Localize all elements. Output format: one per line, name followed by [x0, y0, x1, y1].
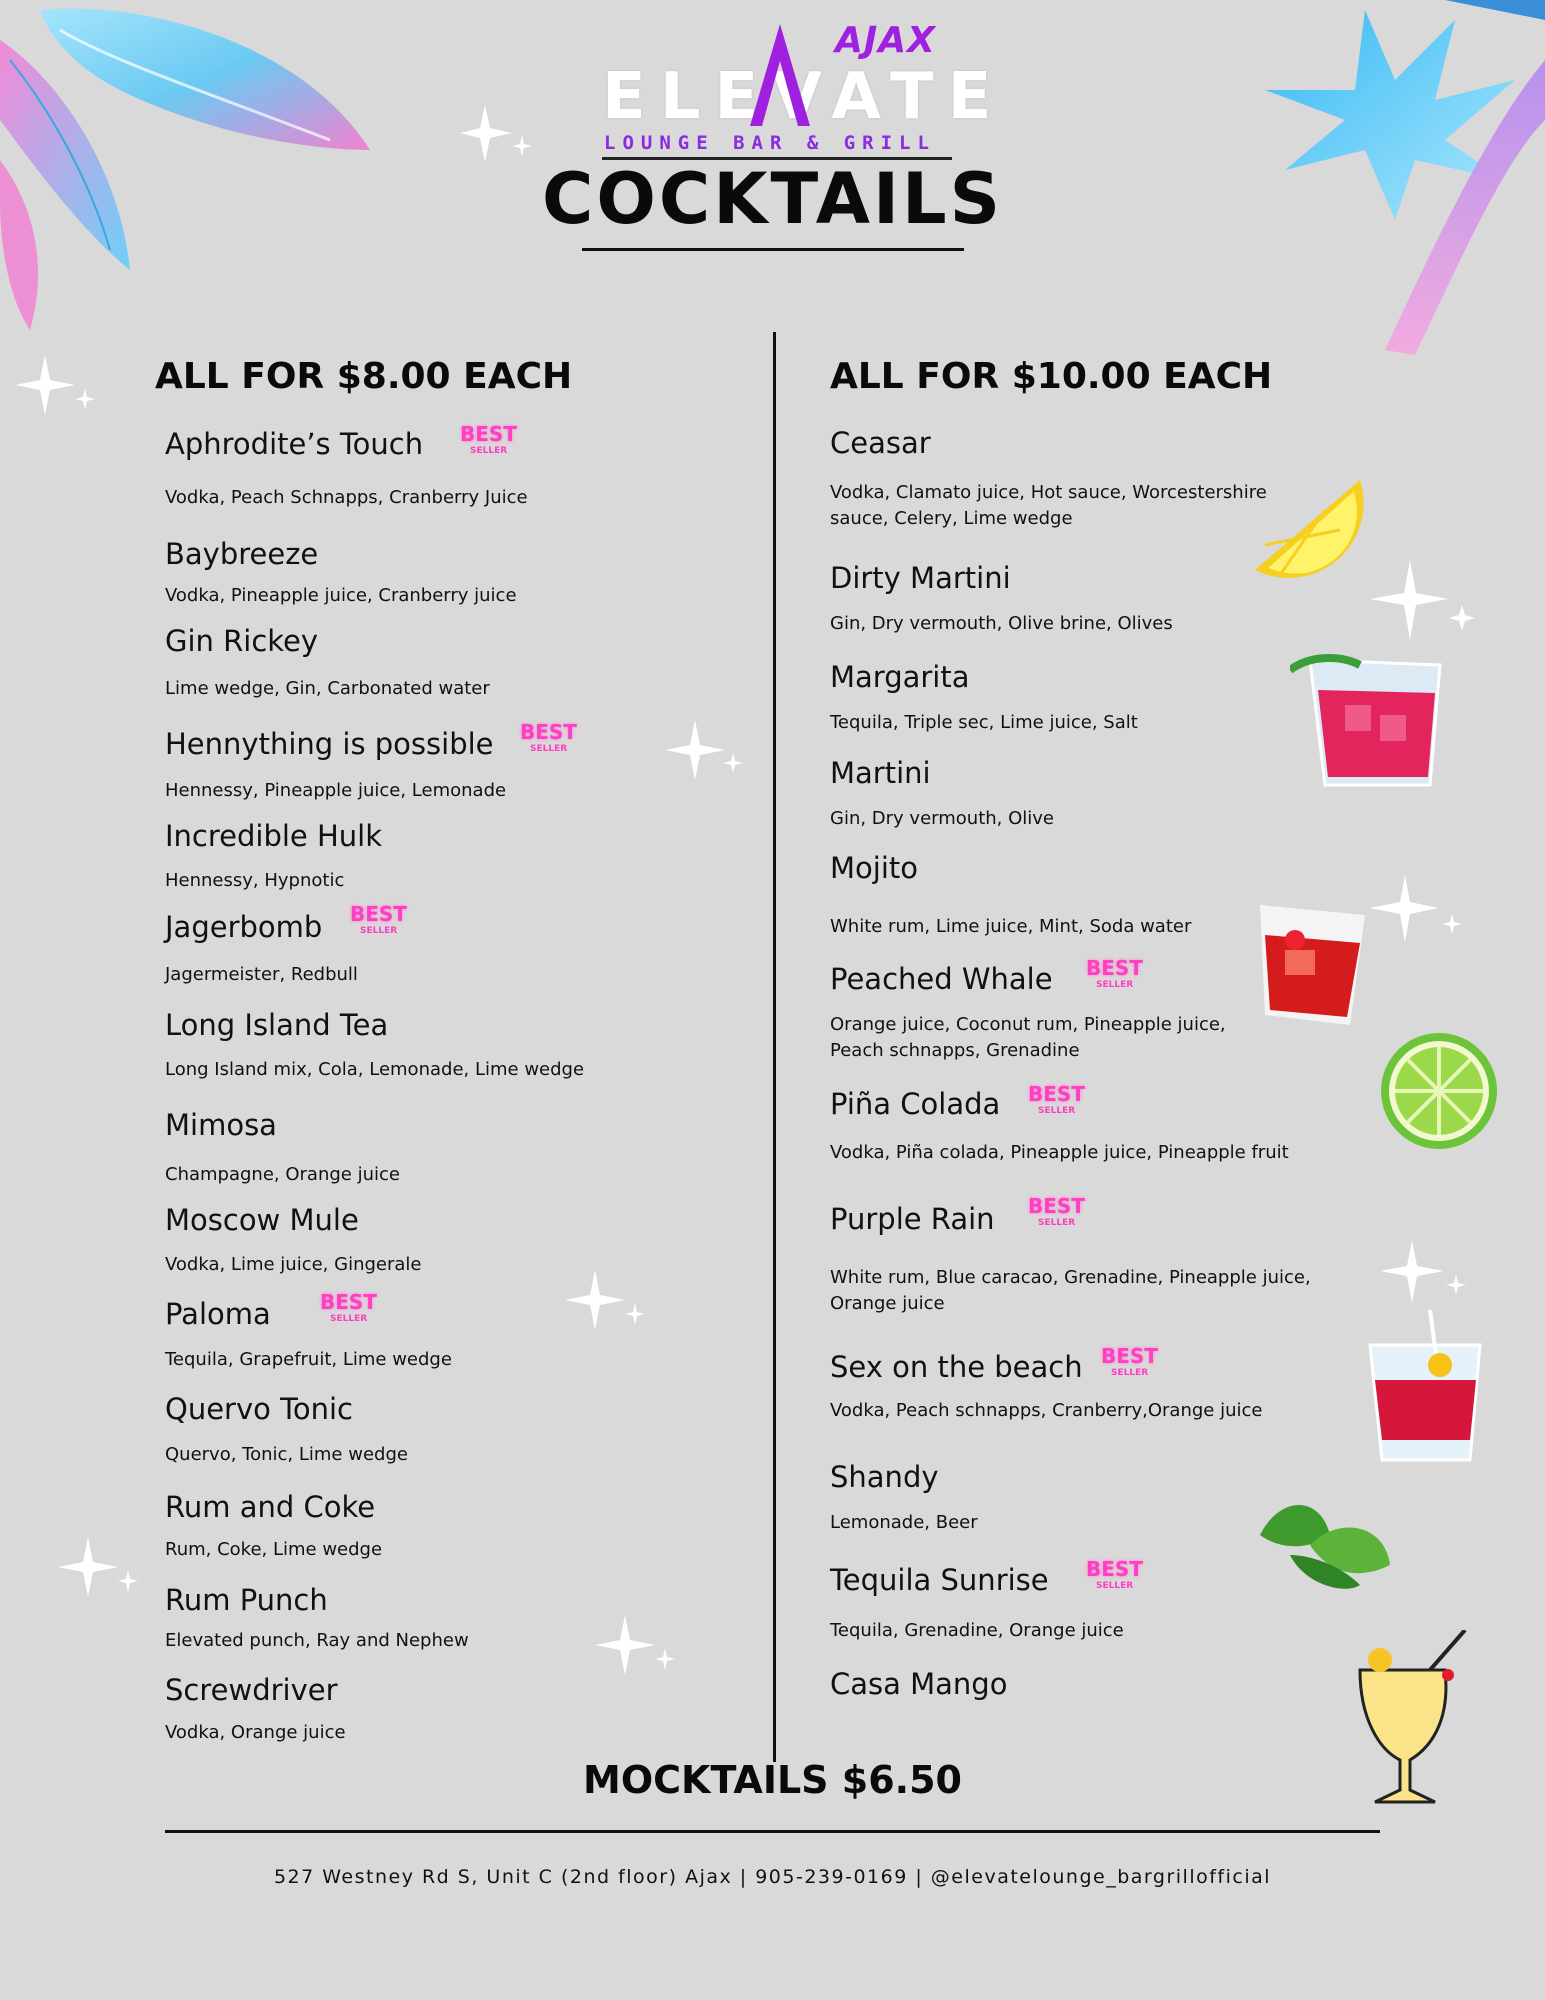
- menu-item-name: Rum Punch: [165, 1583, 328, 1617]
- menu-item-name: Incredible Hulk: [165, 819, 383, 853]
- menu-item-name: Margarita: [830, 660, 970, 694]
- brand-logo: [560, 10, 1006, 154]
- best-seller-badge: BEST SELLER: [350, 902, 407, 936]
- highball-glass-icon: [1360, 1310, 1490, 1470]
- sparkle-icon: [565, 1265, 655, 1335]
- menu-item-desc: Vodka, Pineapple juice, Cranberry juice: [165, 585, 517, 606]
- menu-item-name: Screwdriver: [165, 1673, 338, 1707]
- menu-item-name: Paloma: [165, 1297, 271, 1331]
- menu-item-name: Casa Mango: [830, 1667, 1008, 1701]
- best-seller-badge: BEST SELLER: [1086, 956, 1143, 990]
- best-seller-badge: BEST SELLER: [320, 1290, 377, 1324]
- menu-item-name: Quervo Tonic: [165, 1392, 354, 1426]
- menu-item-name: Moscow Mule: [165, 1203, 359, 1237]
- right-column-heading: ALL FOR $10.00 EACH: [830, 356, 1273, 397]
- menu-item-desc: Hennessy, Hypnotic: [165, 870, 345, 891]
- menu-item-desc: White rum, Lime juice, Mint, Soda water: [830, 916, 1192, 937]
- menu-item-desc: Tequila, Grapefruit, Lime wedge: [165, 1349, 452, 1370]
- mocktails-price: MOCKTAILS $6.50: [583, 1758, 962, 1802]
- menu-item-name: Gin Rickey: [165, 624, 319, 658]
- menu-item-name: Mojito: [830, 851, 918, 885]
- best-seller-badge: BEST SELLER: [1028, 1194, 1085, 1228]
- sparkle-icon: [1370, 555, 1480, 645]
- menu-item-name: Rum and Coke: [165, 1490, 376, 1524]
- brand-ajax: AJAX: [835, 20, 936, 61]
- red-glass-fruit-icon: [1245, 895, 1370, 1035]
- menu-item-name: Purple Rain: [830, 1202, 995, 1236]
- menu-item-desc: Elevated punch, Ray and Nephew: [165, 1630, 469, 1651]
- menu-item-desc: Vodka, Clamato juice, Hot sauce, Worcestershire sauce, Celery, Lime wedge: [830, 482, 1267, 529]
- footer-contact: 527 Westney Rd S, Unit C (2nd floor) Ajax | 905-239-0169 | @elevatelounge_bargrillofficial: [273, 1866, 1272, 1888]
- page-title: COCKTAILS: [541, 158, 1004, 240]
- menu-item-name: Piña Colada: [830, 1087, 1001, 1121]
- sparkle-icon: [595, 1610, 685, 1680]
- sparkle-icon: [15, 350, 105, 420]
- menu-item-desc: Vodka, Orange juice: [165, 1722, 346, 1743]
- sparkle-icon: [1380, 1235, 1475, 1310]
- menu-item-desc: Vodka, Lime juice, Gingerale: [165, 1254, 422, 1275]
- menu-item-desc: Tequila, Triple sec, Lime juice, Salt: [830, 712, 1138, 733]
- menu-item-name: Tequila Sunrise: [830, 1563, 1049, 1597]
- best-seller-badge: BEST SELLER: [1028, 1082, 1085, 1116]
- red-cocktail-glass-icon: [1290, 645, 1455, 795]
- menu-item-desc: Hennessy, Pineapple juice, Lemonade: [165, 780, 507, 801]
- menu-item-name: Dirty Martini: [830, 561, 1011, 595]
- menu-item-desc: Gin, Dry vermouth, Olive: [830, 808, 1055, 829]
- menu-item-name: Ceasar: [830, 426, 931, 460]
- lime-slice-icon: [1378, 1030, 1500, 1152]
- menu-item-desc: Vodka, Peach schnapps, Cranberry,Orange juice: [830, 1400, 1263, 1421]
- menu-item-desc: Quervo, Tonic, Lime wedge: [165, 1444, 408, 1465]
- menu-item-desc: Champagne, Orange juice: [165, 1164, 400, 1185]
- menu-item-desc: Vodka, Piña colada, Pineapple juice, Pineapple fruit: [830, 1142, 1289, 1163]
- sparkle-icon: [1370, 870, 1470, 950]
- menu-item-name: Sex on the beach: [830, 1350, 1083, 1384]
- menu-item-name: Mimosa: [165, 1108, 277, 1142]
- menu-item-name: Hennything is possible: [165, 727, 494, 761]
- footer-divider: [165, 1830, 1380, 1833]
- best-seller-badge: BEST SELLER: [460, 422, 517, 456]
- menu-item-name: Long Island Tea: [165, 1008, 389, 1042]
- best-seller-badge: BEST SELLER: [520, 720, 577, 754]
- logo-v-accent-icon: [748, 16, 818, 136]
- best-seller-badge: BEST SELLER: [1086, 1557, 1143, 1591]
- menu-item-desc: Lemonade, Beer: [830, 1512, 978, 1533]
- column-divider: [773, 332, 776, 1762]
- menu-item-desc: White rum, Blue caracao, Grenadine, Pineapple juice, Orange juice: [830, 1267, 1311, 1314]
- sparkle-icon: [665, 715, 745, 785]
- menu-item-desc: Vodka, Peach Schnapps, Cranberry Juice: [165, 487, 528, 508]
- brand-name: ELEVATE: [602, 60, 1006, 134]
- best-seller-badge: BEST SELLER: [1101, 1344, 1158, 1378]
- menu-item-desc: Jagermeister, Redbull: [165, 964, 358, 985]
- menu-item-name: Peached Whale: [830, 962, 1053, 996]
- menu-item-name: Martini: [830, 756, 931, 790]
- menu-item-name: Shandy: [830, 1460, 939, 1494]
- sparkle-icon: [58, 1532, 148, 1602]
- menu-item-name: Aphrodite’s Touch: [165, 427, 424, 461]
- brand-subtitle: LOUNGE BAR & GRILL: [604, 132, 936, 154]
- menu-item-desc: Gin, Dry vermouth, Olive brine, Olives: [830, 613, 1173, 634]
- mint-leaves-icon: [1250, 1495, 1395, 1595]
- title-underline: [582, 248, 964, 251]
- menu-item-desc: Long Island mix, Cola, Lemonade, Lime wedge: [165, 1059, 585, 1080]
- menu-item-desc: Tequila, Grenadine, Orange juice: [830, 1620, 1124, 1641]
- menu-item-desc: Rum, Coke, Lime wedge: [165, 1539, 383, 1560]
- menu-item-name: Jagerbomb: [165, 910, 323, 944]
- menu-item-name: Baybreeze: [165, 537, 319, 571]
- menu-item-desc: Lime wedge, Gin, Carbonated water: [165, 678, 490, 699]
- left-column-heading: ALL FOR $8.00 EACH: [155, 356, 573, 397]
- menu-item-desc: Orange juice, Coconut rum, Pineapple juice, Peach schnapps, Grenadine: [830, 1014, 1226, 1061]
